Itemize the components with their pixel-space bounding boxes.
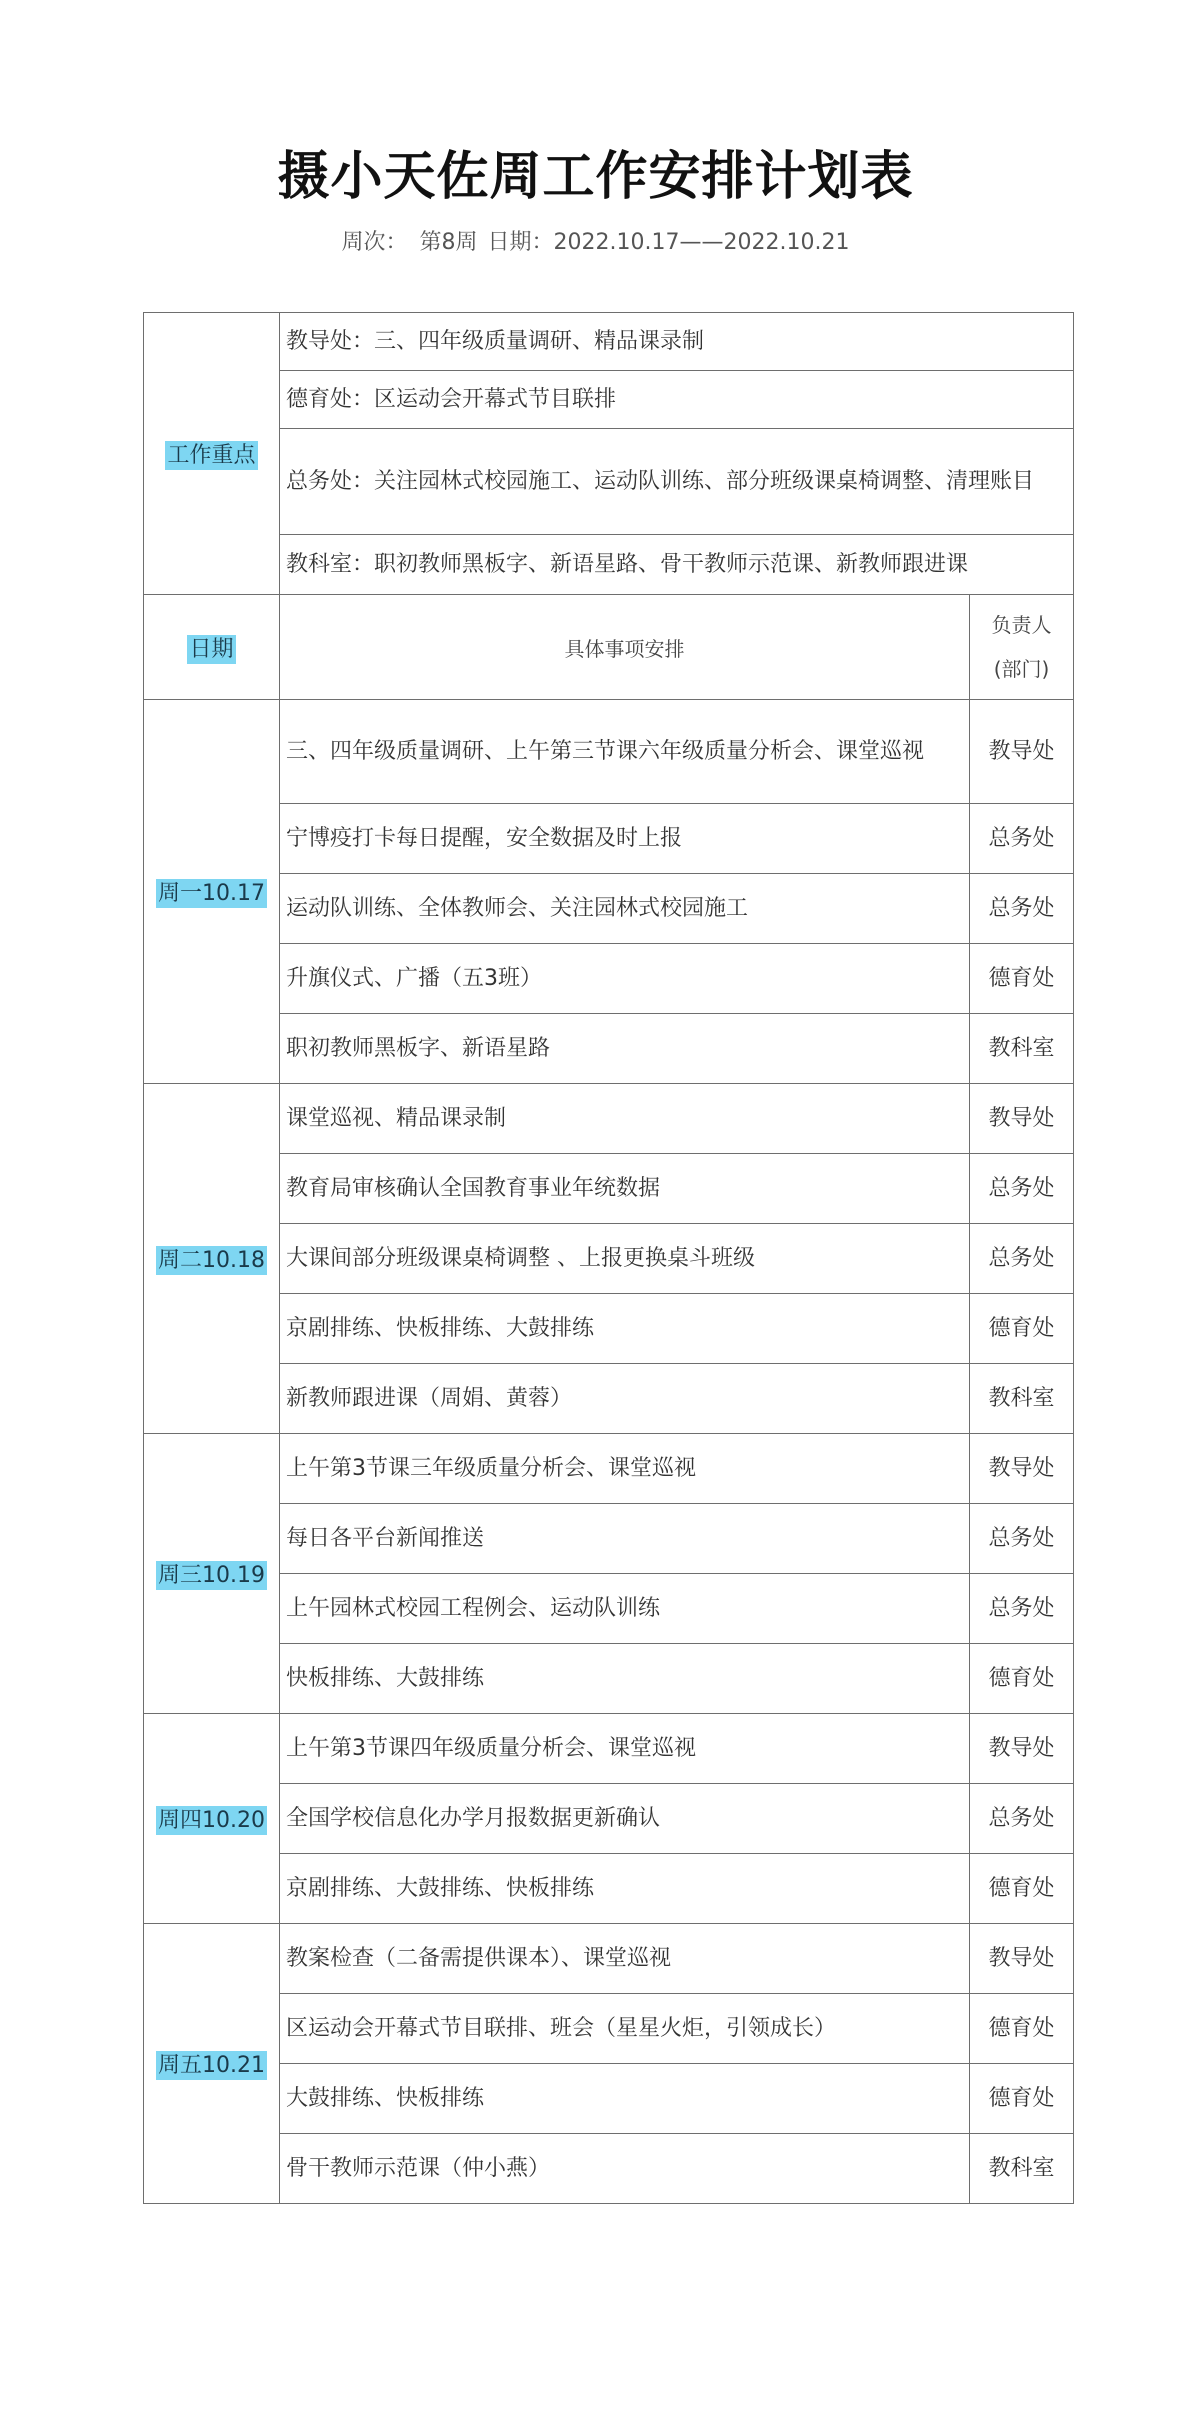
focus-row: [144, 535, 1074, 595]
task-cell: 宁博疫打卡每日提醒，安全数据及时上报: [280, 804, 970, 874]
day-label: 周二10.18: [158, 1248, 265, 1273]
day-cell-fri: [144, 1924, 280, 2204]
owner-cell: 总务处: [970, 1224, 1074, 1294]
week-label: 周次：: [341, 230, 408, 255]
owner-cell: 教科室: [970, 1364, 1074, 1434]
owner-cell: 德育处: [970, 2064, 1074, 2134]
owner-cell: 总务处: [970, 874, 1074, 944]
focus-row: [144, 429, 1074, 535]
task-cell: 三、四年级质量调研、上午第三节课六年级质量分析会、课堂巡视: [280, 700, 970, 804]
task-cell: 上午第3节课四年级质量分析会、课堂巡视: [280, 1714, 970, 1784]
table-row: [144, 1364, 1074, 1434]
owner-cell: 教导处: [970, 700, 1074, 804]
table-row: [144, 1224, 1074, 1294]
owner-cell: 总务处: [970, 1504, 1074, 1574]
table-row: [144, 1574, 1074, 1644]
task-cell: 大课间部分班级课桌椅调整 、上报更换桌斗班级: [280, 1224, 970, 1294]
header-date: 日期: [189, 636, 234, 662]
day-label: 周五10.21: [158, 2053, 265, 2078]
header-date-cell: [144, 595, 280, 700]
table-row: [144, 1924, 1074, 1994]
focus-label: 工作重点: [167, 443, 256, 468]
table-row: [144, 1714, 1074, 1784]
date-value: 2022.10.17——2022.10.21: [553, 230, 850, 255]
task-cell: 全国学校信息化办学月报数据更新确认: [280, 1784, 970, 1854]
table-header-row: [144, 595, 1074, 700]
owner-cell: 总务处: [970, 1784, 1074, 1854]
table-row: [144, 1084, 1074, 1154]
owner-cell: 总务处: [970, 1154, 1074, 1224]
table-row: [144, 804, 1074, 874]
owner-cell: 教导处: [970, 1084, 1074, 1154]
owner-cell: 教导处: [970, 1714, 1074, 1784]
task-cell: 上午园林式校园工程例会、运动队训练: [280, 1574, 970, 1644]
table-row: [144, 2064, 1074, 2134]
owner-cell: 教导处: [970, 1924, 1074, 1994]
task-cell: 运动队训练、全体教师会、关注园林式校园施工: [280, 874, 970, 944]
header-task: 具体事项安排: [280, 595, 970, 700]
table-row: [144, 1154, 1074, 1224]
task-cell: 新教师跟进课（周娟、黄蓉）: [280, 1364, 970, 1434]
header-owner-line1: 负责人: [991, 613, 1052, 637]
table-row: [144, 700, 1074, 804]
day-cell-tue: [144, 1084, 280, 1434]
owner-cell: 教科室: [970, 2134, 1074, 2204]
task-cell: 每日各平台新闻推送: [280, 1504, 970, 1574]
owner-cell: 德育处: [970, 1854, 1074, 1924]
focus-item: 教导处：三、四年级质量调研、精品课录制: [280, 313, 1074, 371]
task-cell: 课堂巡视、精品课录制: [280, 1084, 970, 1154]
task-cell: 大鼓排练、快板排练: [280, 2064, 970, 2134]
day-cell-mon: [144, 700, 280, 1084]
task-cell: 职初教师黑板字、新语星路: [280, 1014, 970, 1084]
task-cell: 京剧排练、快板排练、大鼓排练: [280, 1294, 970, 1364]
owner-cell: 德育处: [970, 1294, 1074, 1364]
table-row: [144, 1434, 1074, 1504]
owner-cell: 德育处: [970, 944, 1074, 1014]
task-cell: 京剧排练、大鼓排练、快板排练: [280, 1854, 970, 1924]
task-cell: 快板排练、大鼓排练: [280, 1644, 970, 1714]
header-owner-line2: (部门): [993, 657, 1050, 681]
table-row: [144, 1784, 1074, 1854]
task-cell: 教育局审核确认全国教育事业年统数据: [280, 1154, 970, 1224]
task-cell: 教案检查（二备需提供课本）、课堂巡视: [280, 1924, 970, 1994]
day-cell-wed: [144, 1434, 280, 1714]
owner-cell: 教导处: [970, 1434, 1074, 1504]
schedule-table: [143, 312, 1074, 2204]
table-row: [144, 1854, 1074, 1924]
day-cell-thu: [144, 1714, 280, 1924]
table-row: [144, 1294, 1074, 1364]
focus-label-cell: [144, 313, 280, 595]
table-row: [144, 1994, 1074, 2064]
table-row: [144, 1014, 1074, 1084]
page-title: 摄小天佐周工作安排计划表: [277, 147, 914, 207]
date-label: 日期：: [487, 230, 554, 255]
day-label: 周三10.19: [158, 1563, 265, 1588]
task-cell: 升旗仪式、广播（五3班）: [280, 944, 970, 1014]
task-cell: 区运动会开幕式节目联排、班会（星星火炬，引领成长）: [280, 1994, 970, 2064]
week-date-line: [0, 228, 1191, 258]
week-value: 第8周: [419, 230, 478, 255]
focus-row: [144, 371, 1074, 429]
owner-cell: 教科室: [970, 1014, 1074, 1084]
focus-item: 教科室：职初教师黑板字、新语星路、骨干教师示范课、新教师跟进课: [280, 535, 1074, 595]
table-row: [144, 874, 1074, 944]
owner-cell: 总务处: [970, 1574, 1074, 1644]
table-row: [144, 944, 1074, 1014]
focus-item: 德育处：区运动会开幕式节目联排: [280, 371, 1074, 429]
task-cell: 骨干教师示范课（仲小燕）: [280, 2134, 970, 2204]
table-row: [144, 1504, 1074, 1574]
focus-item: 总务处：关注园林式校园施工、运动队训练、部分班级课桌椅调整、清理账目: [280, 429, 1074, 535]
owner-cell: 总务处: [970, 804, 1074, 874]
table-row: [144, 2134, 1074, 2204]
header-owner-cell: [970, 595, 1074, 700]
owner-cell: 德育处: [970, 1644, 1074, 1714]
focus-row: [144, 313, 1074, 371]
day-label: 周四10.20: [158, 1808, 265, 1833]
owner-cell: 德育处: [970, 1994, 1074, 2064]
table-row: [144, 1644, 1074, 1714]
day-label: 周一10.17: [158, 881, 265, 906]
task-cell: 上午第3节课三年级质量分析会、课堂巡视: [280, 1434, 970, 1504]
